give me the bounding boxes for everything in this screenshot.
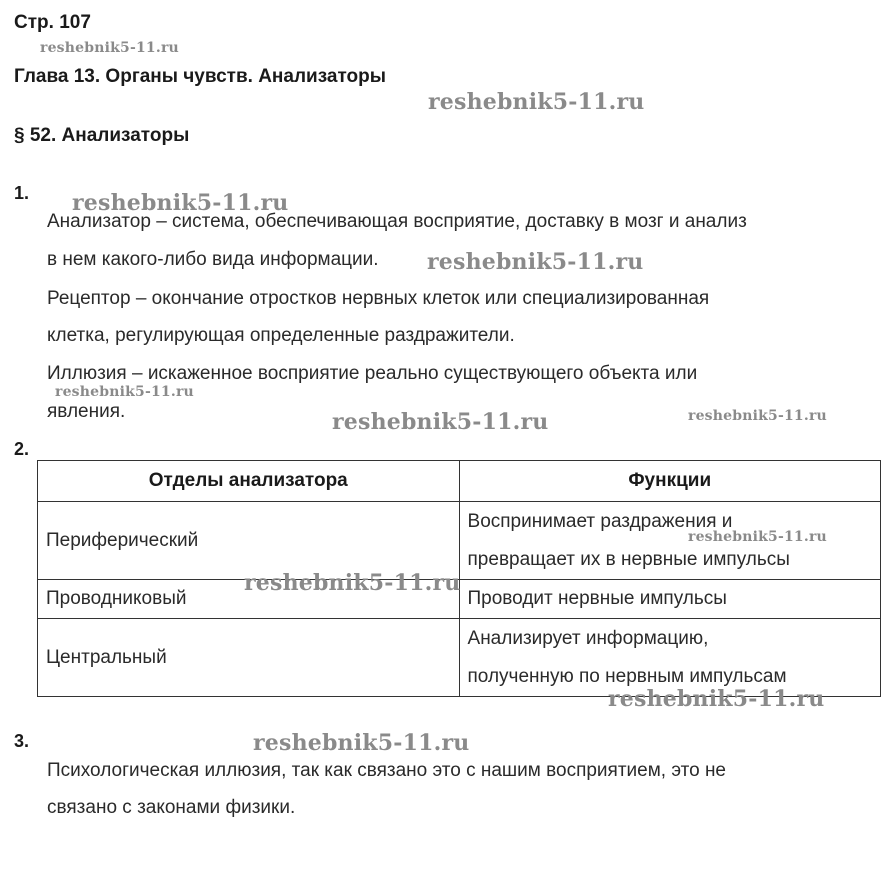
question-3-number: 3. (14, 731, 30, 751)
function-line: Проводит нервные импульсы (467, 588, 727, 609)
question-1-number: 1. (14, 183, 30, 203)
chapter-title: Глава 13. Органы чувств. Анализаторы (14, 66, 386, 87)
table-row (38, 619, 881, 697)
header-departments: Отделы анализатора (38, 461, 460, 502)
question-2-number: 2. (14, 439, 30, 459)
q1-line-3: Рецептор – окончание отростков нервных клеток или специализированная (47, 288, 710, 309)
watermark: reshebnik5-11.ru (428, 89, 645, 115)
watermark: reshebnik5-11.ru (253, 730, 470, 756)
watermark: reshebnik5-11.ru (40, 40, 179, 56)
watermark: reshebnik5-11.ru (688, 529, 827, 545)
watermark: reshebnik5-11.ru (55, 384, 194, 400)
page-number: Стр. 107 (14, 12, 91, 33)
watermark: reshebnik5-11.ru (427, 249, 644, 275)
q1-line-2: в нем какого-либо вида информации. (47, 249, 379, 270)
q3-line-2: связано с законами физики. (47, 797, 296, 818)
watermark: reshebnik5-11.ru (332, 409, 549, 435)
watermark: reshebnik5-11.ru (72, 190, 289, 216)
section-title: § 52. Анализаторы (14, 125, 190, 146)
table-header-row (38, 461, 881, 502)
q3-line-1: Психологическая иллюзия, так как связано это с нашим восприятием, это не (47, 760, 726, 781)
function-cell (459, 619, 880, 697)
watermark: reshebnik5-11.ru (244, 570, 461, 596)
department-cell: Центральный (38, 619, 460, 697)
header-functions: Функции (459, 461, 880, 502)
q1-line-1: Анализатор – система, обеспечивающая восприятие, доставку в мозг и анализ (47, 211, 747, 232)
watermark: reshebnik5-11.ru (608, 686, 825, 712)
function-line: полученную по нервным импульсам (467, 665, 787, 687)
function-line: превращает их в нервные импульсы (467, 548, 790, 570)
function-line: Воспринимает раздражения и (467, 510, 733, 532)
q1-line-4: клетка, регулирующая определенные раздражители. (47, 325, 515, 346)
department-cell: Проводниковый (38, 580, 460, 619)
watermark: reshebnik5-11.ru (688, 408, 827, 424)
department-cell: Периферический (38, 502, 460, 580)
function-cell (459, 580, 880, 619)
q1-line-5: Иллюзия – искаженное восприятие реально существующего объекта или (47, 363, 698, 384)
q1-line-6: явления. (47, 401, 126, 422)
function-line: Анализирует информацию, (467, 627, 709, 649)
